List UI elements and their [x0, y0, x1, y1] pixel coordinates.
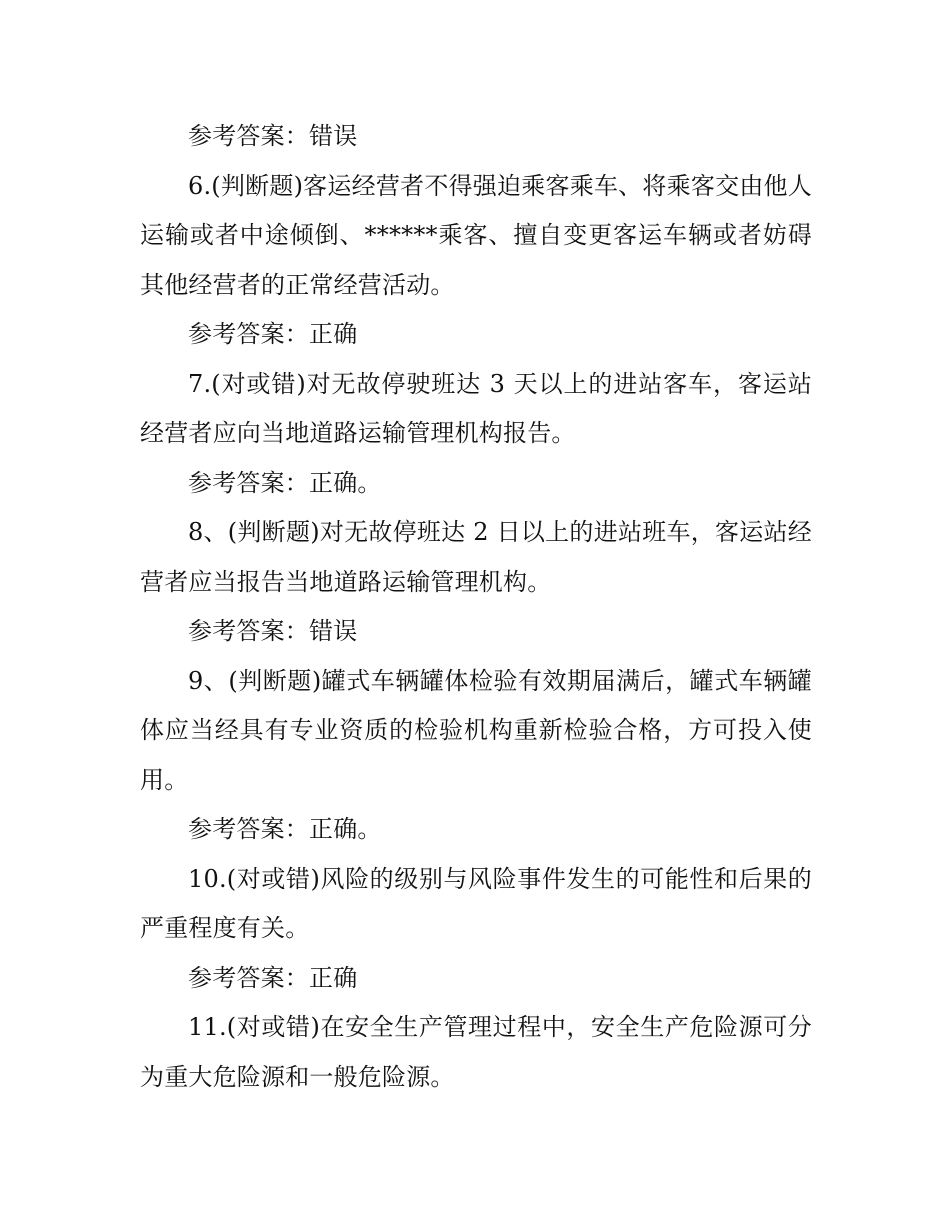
answer-line: 参考答案：正确。: [188, 815, 382, 843]
question-paragraph: 10.(对或错)风险的级别与风险事件发生的可能性和后果的严重程度有关。: [140, 864, 812, 942]
answer-line: 参考答案：正确: [188, 963, 358, 992]
document-body: [140, 112, 812, 1102]
answer-line: 参考答案：错误: [188, 122, 358, 150]
question-paragraph: 9、(判断题)罐式车辆罐体检验有效期届满后，罐式车辆罐体应当经具有专业资质的检验机构重新检验合格，方可投入使用。: [140, 666, 812, 794]
question-paragraph: 11.(对或错)在安全生产管理过程中，安全生产危险源可分为重大危险源和一般危险源。: [140, 1013, 812, 1091]
answer-line: 参考答案：正确: [188, 320, 358, 348]
answer-line: 参考答案：正确。: [188, 468, 382, 497]
answer-line: 参考答案：错误: [188, 617, 358, 645]
question-paragraph: 7.(对或错)对无故停驶班达 3 天以上的进站客车，客运站经营者应向当地道路运输管理机构报告。: [140, 369, 812, 447]
question-paragraph: 8、(判断题)对无故停班达 2 日以上的进站班车，客运站经营者应当报告当地道路运输管理机构。: [140, 518, 812, 596]
question-paragraph: 6.(判断题)客运经营者不得强迫乘客乘车、将乘客交由他人运输或者中途倾倒、******乘客、擅自变更客运车辆或者妨碍其他经营者的正常经营活动。: [140, 171, 812, 299]
